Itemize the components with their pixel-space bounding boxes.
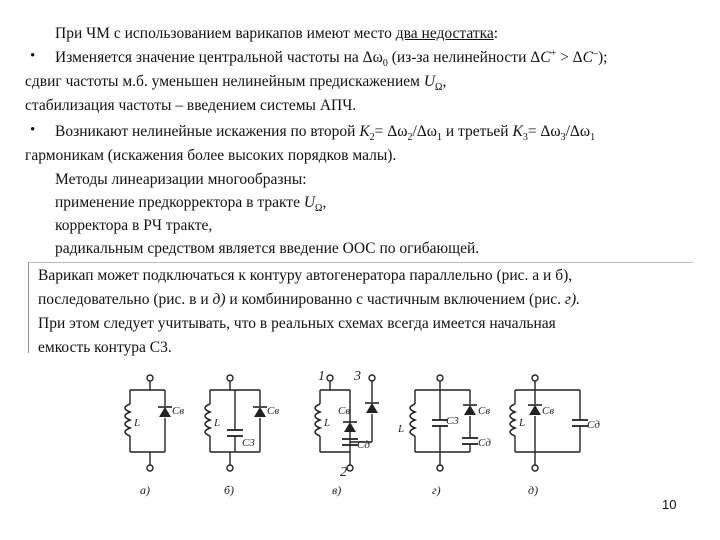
- line-3: сдвиг частоты м.б. уменьшен нелинейным предискажением $U_\Omega$,: [25, 73, 447, 94]
- caption-g: г): [432, 483, 441, 497]
- methods-item-1: применение предкорректора в тракте $U_\Omega$,: [55, 194, 327, 215]
- bullet-2-text: Возникают нелинейные искажения по второй $K_2= \Delta\omega_2/\Delta\omega_1$ и третьей $K_3= \Delta\omega_3/\Delta\omega_1$: [55, 123, 596, 144]
- label-L-g: L: [398, 423, 405, 435]
- caption-v: в): [332, 483, 342, 497]
- caption-d: д): [528, 483, 539, 497]
- varicap-line-4: емкость контура С3.: [38, 339, 172, 356]
- label-L-v: L: [324, 417, 331, 429]
- page-number: 10: [662, 497, 677, 512]
- bullet-1: •: [30, 48, 36, 64]
- circuit-g: [415, 380, 470, 466]
- bullet-1-text: Изменяется значение центральной частоты на $\Delta\omega_0$ (из-за нелинейности ΔC+ > ΔC–);: [55, 47, 608, 70]
- label-node-3: 3: [354, 369, 361, 384]
- label-C3-g: C3: [446, 415, 459, 427]
- line-6: гармоникам (искажения более высоких порядков малы).: [25, 147, 397, 164]
- varicap-line-3: При этом следует учитывать, что в реальных схемах всегда имеется начальная: [38, 315, 556, 332]
- label-Cd-g: Cд: [478, 437, 491, 449]
- label-C3-b: C3: [242, 437, 255, 449]
- varicap-line-2: последовательно (рис. в и д) и комбинированно с частичным включением (рис. г).: [38, 291, 580, 308]
- label-L-a: L: [134, 417, 141, 429]
- intro-line: При ЧМ с использованием варикапов имеют место два недостатка:: [55, 25, 499, 42]
- methods-item-2: корректора в РЧ тракте,: [55, 217, 213, 234]
- caption-b: б): [224, 483, 235, 497]
- label-Cv-d: Cв: [542, 405, 555, 417]
- label-Cv-g: Cв: [478, 405, 491, 417]
- label-L-d: L: [519, 417, 526, 429]
- methods-item-3: радикальным средством является введение ООС по огибающей.: [55, 240, 480, 257]
- line-4: стабилизация частоты – введением системы АПЧ.: [25, 97, 357, 114]
- circuit-schematics: [110, 360, 610, 500]
- varicap-line-1: Варикап может подключаться к контуру автогенератора параллельно (рис. а и б),: [38, 267, 573, 284]
- label-node-2: 2: [340, 465, 347, 480]
- label-Cd-d: Cд: [587, 419, 600, 431]
- label-Cd-v: Cд: [357, 439, 370, 451]
- label-Cv-a: Cв: [172, 405, 185, 417]
- caption-a: а): [140, 483, 150, 497]
- label-Cv-v: Cв: [338, 405, 351, 417]
- label-L-b: L: [214, 417, 221, 429]
- label-node-1: 1: [318, 369, 325, 384]
- label-Cv-b: Cв: [267, 405, 280, 417]
- bullet-2: •: [30, 122, 36, 138]
- methods-title: Методы линеаризации многообразны:: [55, 171, 307, 188]
